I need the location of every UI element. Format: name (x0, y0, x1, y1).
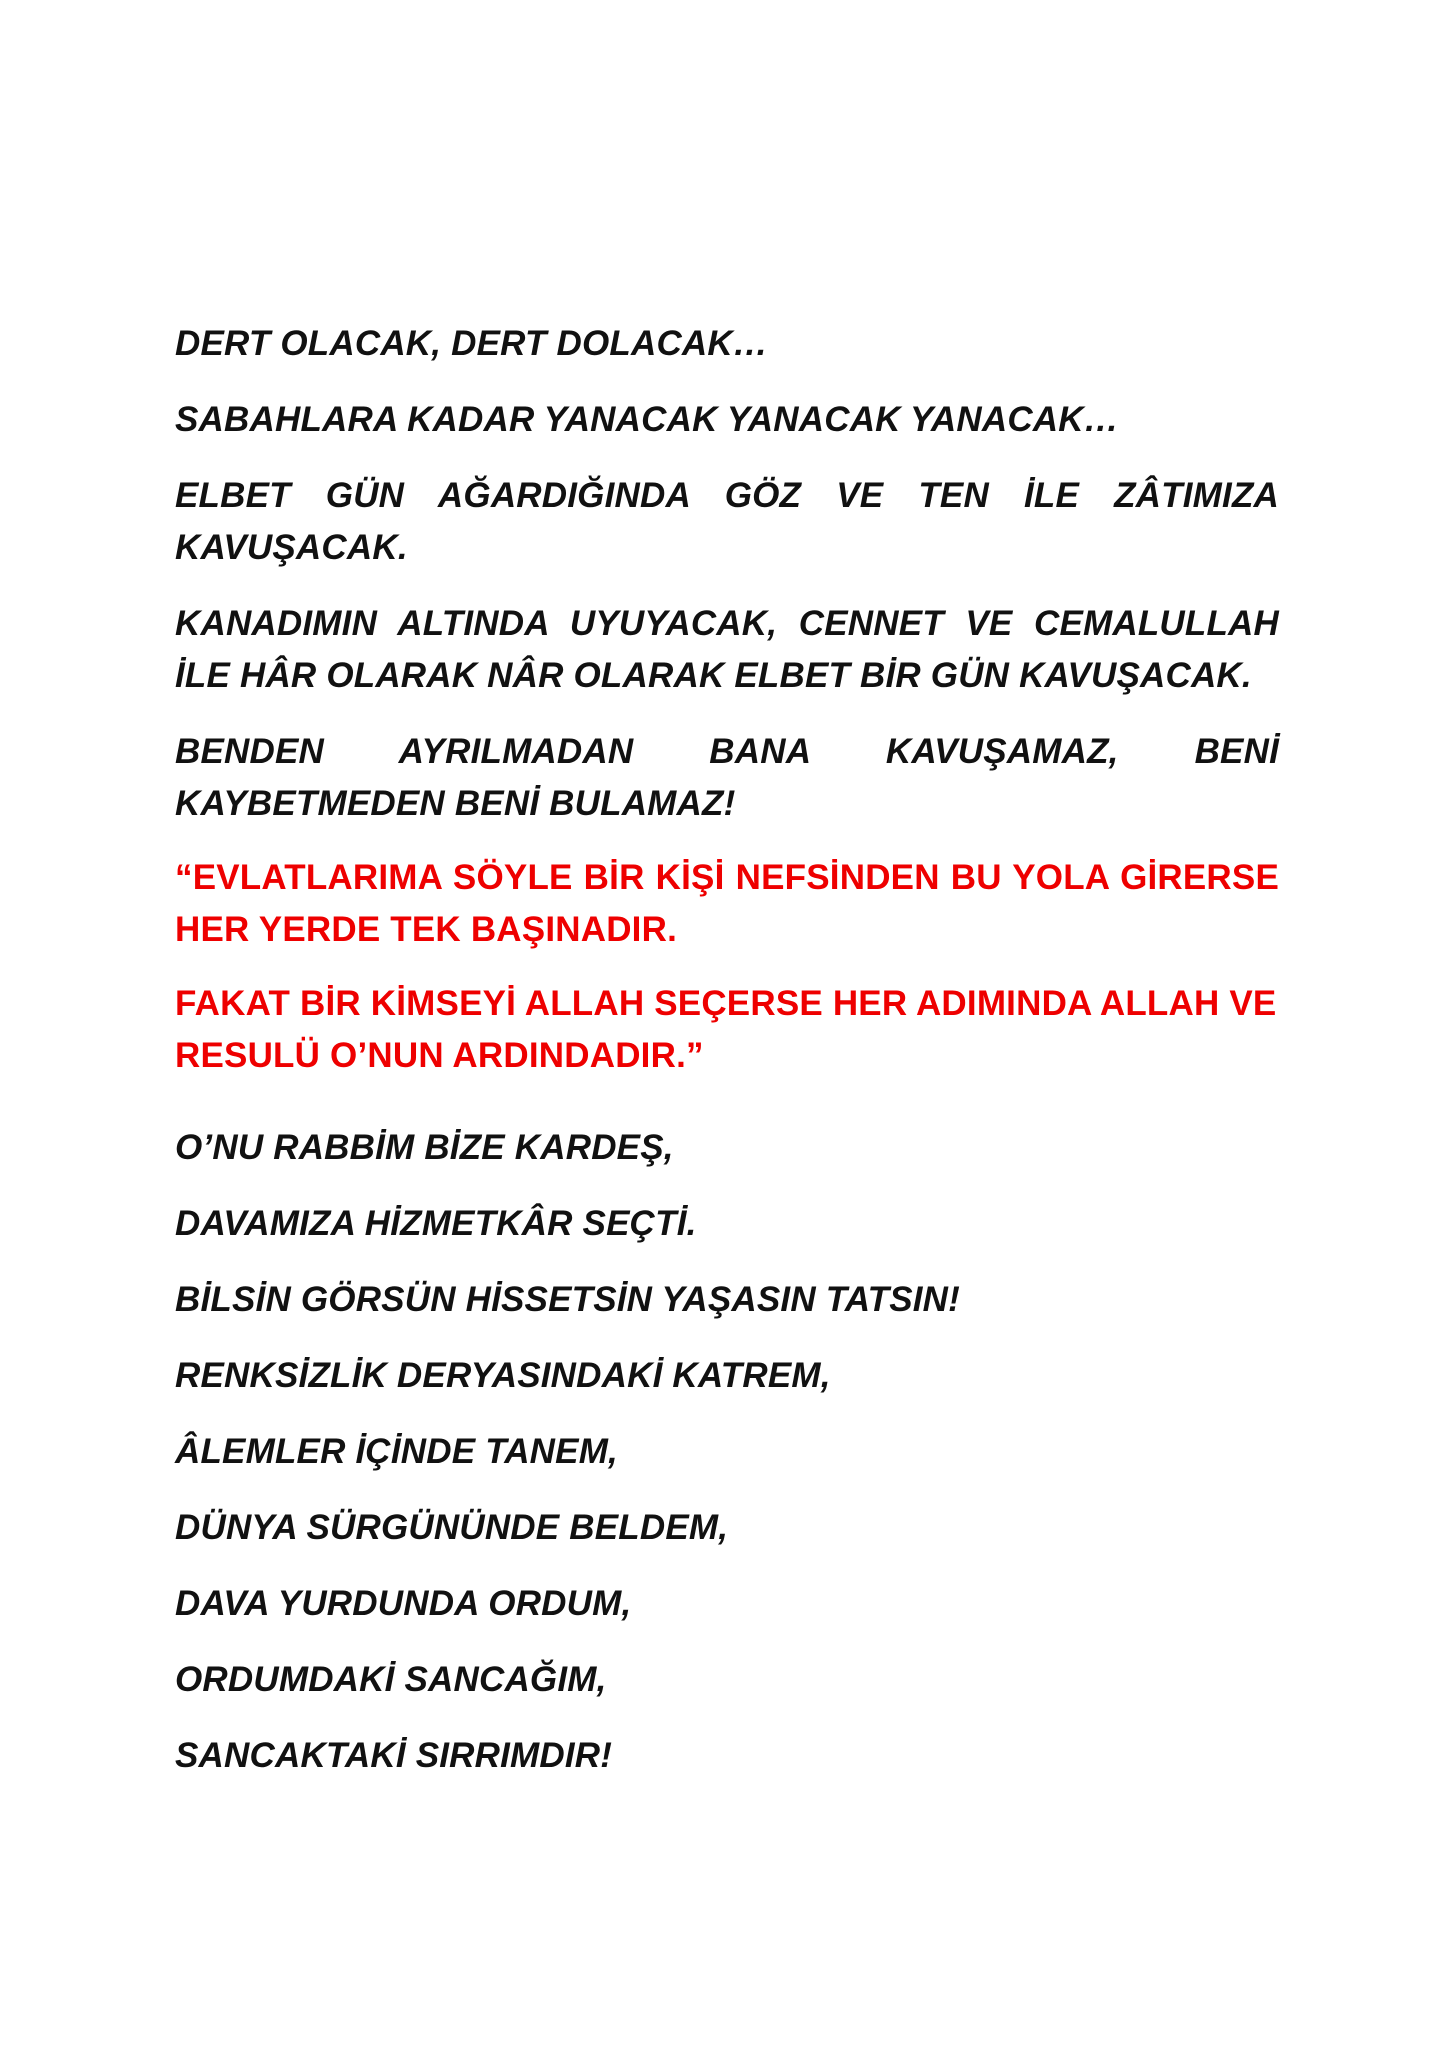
paragraph-3: ELBET GÜN AĞARDIĞINDA GÖZ VE TEN İLE ZÂTIMIZA KAVUŞACAK. (175, 476, 1279, 567)
paragraph-11: DÜNYA SÜRGÜNÜNDE BELDEM, (175, 1508, 729, 1547)
quote-paragraph-1: “EVLATLARIMA SÖYLE BİR KİŞİ NEFSİNDEN BU YOLA GİRERSE HER YERDE TEK BAŞINADIR. (175, 858, 1279, 949)
paragraph-8: BİLSİN GÖRSÜN HİSSETSİN YAŞASIN TATSIN! (175, 1280, 960, 1319)
paragraph-9: RENKSİZLİK DERYASINDAKİ KATREM, (175, 1356, 831, 1395)
paragraph-4: KANADIMIN ALTINDA UYUYACAK, CENNET VE CEMALULLAH İLE HÂR OLARAK NÂR OLARAK ELBET BİR GÜN KAVUŞACAK. (175, 604, 1279, 695)
paragraph-13: ORDUMDAKİ SANCAĞIM, (175, 1660, 607, 1699)
paragraph-5: BENDEN AYRILMADAN BANA KAVUŞAMAZ, BENİ KAYBETMEDEN BENİ BULAMAZ! (175, 732, 1279, 823)
paragraph-1: DERT OLACAK, DERT DOLACAK… (175, 324, 769, 363)
paragraph-2: SABAHLARA KADAR YANACAK YANACAK YANACAK… (175, 400, 1119, 439)
poem-body (175, 318, 1279, 1782)
paragraph-10: ÂLEMLER İÇİNDE TANEM, (175, 1432, 618, 1471)
paragraph-12: DAVA YURDUNDA ORDUM, (175, 1584, 632, 1623)
paragraph-6: O’NU RABBİM BİZE KARDEŞ, (175, 1128, 674, 1167)
paragraph-7: DAVAMIZA HİZMETKÂR SEÇTİ. (175, 1204, 697, 1243)
quote-paragraph-2: FAKAT BİR KİMSEYİ ALLAH SEÇERSE HER ADIMINDA ALLAH VE RESULÜ O’NUN ARDINDADIR.” (175, 984, 1277, 1075)
paragraph-14: SANCAKTAKİ SIRRIMDIR! (175, 1736, 613, 1775)
